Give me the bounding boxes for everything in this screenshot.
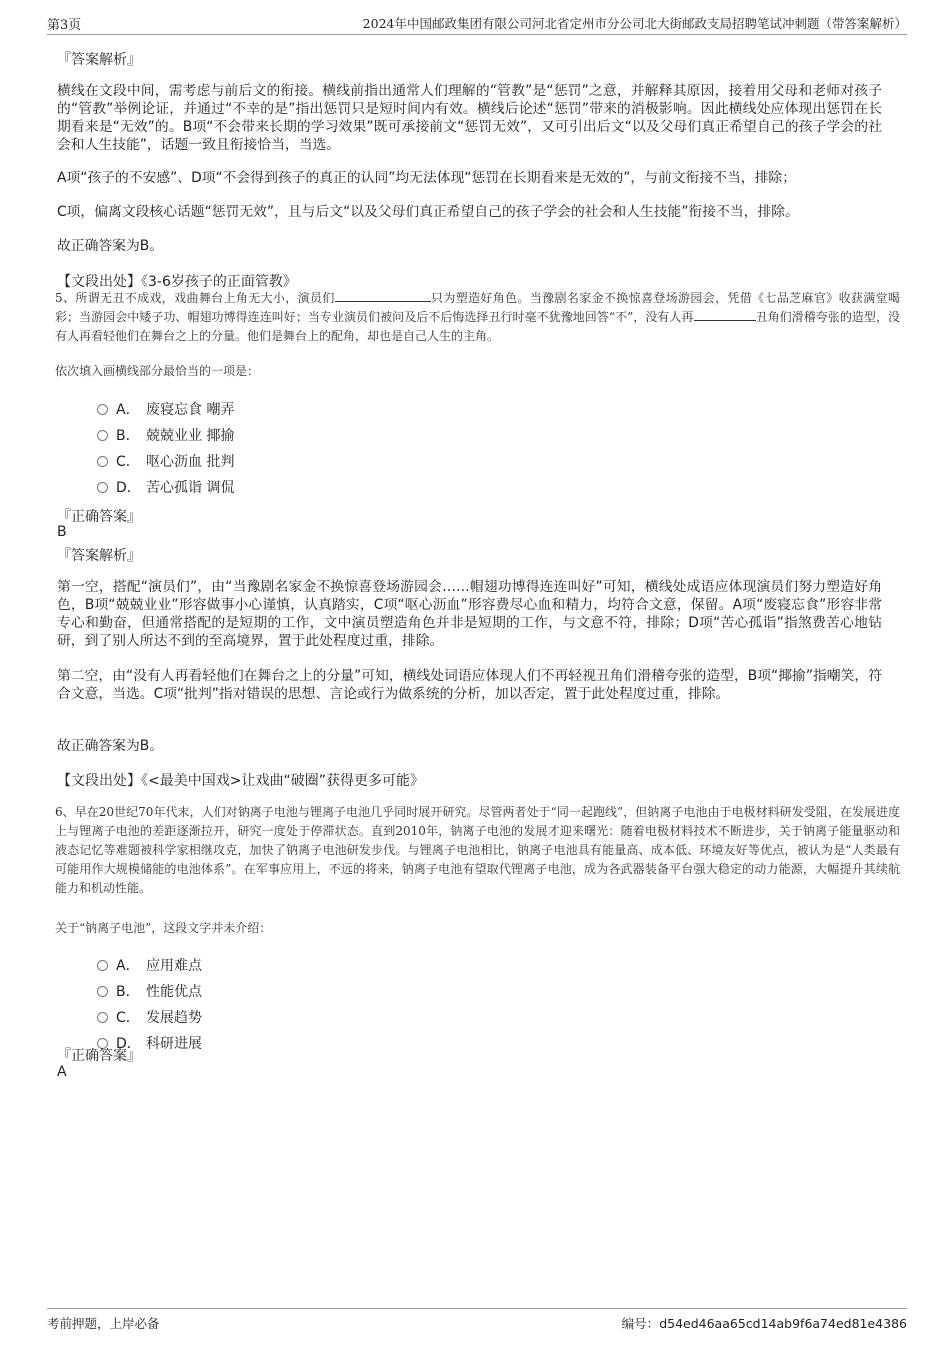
q5-option-b[interactable]: B． 兢兢业业 揶揄	[97, 425, 234, 445]
q4-conclusion: 故正确答案为B。	[57, 238, 164, 254]
footer-code-label: 编号：	[621, 1316, 660, 1331]
radio-icon[interactable]	[97, 456, 108, 467]
q5-stem-part1: 5、所谓无丑不成戏，戏曲舞台上角无大小，演员们	[55, 291, 335, 305]
q5-blank-2	[694, 308, 756, 321]
q5-conclusion: 故正确答案为B。	[57, 738, 164, 754]
q5-analysis-para2: 第二空，由“没有人再看轻他们在舞台之上的分量”可知，横线处词语应体现人们不再轻视丑角们滑稽夸张的造型，B项“揶揄”指嘲笑，符合文意，当选。C项“批判”指对错误的思想、言论或行为做系统的分析，加以否定，置于此处程度过重，排除。	[57, 668, 882, 702]
radio-icon[interactable]	[97, 986, 108, 997]
footer-code	[622, 1314, 907, 1332]
q4-analysis-para1: 横线在文段中间，需考虑与前后文的衔接。横线前指出通常人们理解的“管教”是“惩罚”之意，并解释其原因，接着用父母和老师对孩子的“管教”举例论证，并通过“不幸的是”指出惩罚只是短时间内有效。横线后论述“惩罚”带来的消极影响。因此横线处应体现出惩罚在长期看来是“无效”的。B项“不会带来长期的学习效果”既可承接前文“惩罚无效”，又可引出后文“以及父母们真正希望自己的孩子学会的社会和人生技能”，话题一致且衔接恰当，当选。	[57, 83, 882, 153]
q5-analysis-label: 『答案解析』	[57, 548, 141, 564]
q4-analysis-para3: C项，偏离文段核心话题“惩罚无效”，且与后文“以及父母们真正希望自己的孩子学会的社会和人生技能”衔接不当，排除。	[57, 204, 799, 220]
footer-divider	[47, 1308, 907, 1309]
page-header	[47, 12, 907, 35]
page-number: 第3页	[47, 18, 82, 33]
radio-icon[interactable]	[97, 430, 108, 441]
radio-icon[interactable]	[97, 404, 108, 415]
q5-answer-label: 『正确答案』	[57, 509, 141, 525]
q5-answer: B	[57, 524, 67, 540]
radio-icon[interactable]	[97, 482, 108, 493]
document-title: 2024年中国邮政集团有限公司河北省定州市分公司北大街邮政支局招聘笔试冲刺题（带答案解析）	[362, 16, 907, 31]
q4-analysis-label: 『答案解析』	[57, 52, 141, 68]
q5-option-a[interactable]: A． 废寝忘食 嘲弄	[97, 399, 234, 419]
q6-stem: 6、早在20世纪70年代末，人们对钠离子电池与锂离子电池几乎同时展开研究。尽管两者处于“同一起跑线”，但钠离子电池由于电极材料研发受阻，在发展进度上与锂离子电池的差距逐渐拉开，研究一度处于停滞状态。直到2010年，钠离子电池的发展才迎来曙光：随着电极材料技术不断进步，关于钠离子能量驱动和液态记忆等难题被科学家相继攻克，加快了钠离子电池研发步伐。与锂离子电池相比，钠离子电池具有能量高、成本低、环境友好等优点，被认为是“人类最有可能用作大规模储能的电池体系”。在军事应用上，不远的将来，钠离子电池有望取代锂离子电池，成为各武器装备平台强大稳定的动力能源，大幅提升其续航能力和机动性能。	[55, 805, 900, 895]
q4-analysis-para2: A项“孩子的不安感”、D项“不会得到孩子的真正的认同”均无法体现“惩罚在长期看来是无效的”，与前文衔接不当，排除；	[57, 170, 796, 186]
q5-source: 【文段出处】《<最美中国戏>让戏曲“破圈”获得更多可能》	[57, 773, 424, 789]
q5-prompt: 依次填入画横线部分最恰当的一项是：	[55, 364, 260, 378]
radio-icon[interactable]	[97, 960, 108, 971]
q5-option-c[interactable]: C． 呕心沥血 批判	[97, 451, 234, 471]
q6-answer: A	[57, 1064, 67, 1080]
q5-analysis-para1: 第一空，搭配“演员们”，由“当豫剧名家金不换惊喜登场游园会……帽翅功博得连连叫好”可知，横线处成语应体现演员们努力塑造好角色，B项“兢兢业业”形容做事小心谨慎，认真踏实，C项“呕心沥血”形容费尽心血和精力，均符合文意，保留。A项“废寝忘食”形容非常专心和勤奋，但通常搭配的是短期的工作，文中演员塑造角色并非是短期的工作，与文意不符，排除；D项“苦心孤诣”指煞费苦心地钻研，到了别人所达不到的至高境界，置于此处程度过重，排除。	[57, 579, 882, 649]
q6-prompt: 关于“钠离子电池”，这段文字并未介绍：	[55, 921, 272, 935]
q6-option-a[interactable]: A． 应用难点	[97, 955, 202, 975]
radio-icon[interactable]	[97, 1012, 108, 1023]
q6-option-d[interactable]: D． 科研进展	[97, 1033, 202, 1053]
q5-stem-part2: 只为塑造好角色。当豫剧名家金不换惊喜登场游园会，凭借《七品芝麻官》收获满堂喝彩；当游园会中矮子功、帽翅功博得连连叫好；当专业演员们被问及后不后悔选择丑行时毫不犹豫地回答“不”，没有人再	[55, 291, 900, 324]
q5-stem	[55, 289, 900, 346]
q6-answer-label: 『正确答案』	[57, 1048, 141, 1064]
footer-slogan: 考前押题，上岸必备	[47, 1316, 160, 1331]
q6-option-c[interactable]: C． 发展趋势	[97, 1007, 202, 1027]
q5-stem-part3: 丑角们滑稽夸张的造型，没有人再看轻他们在舞台之上的分量。他们是舞台上的配角，却也是自己人生的主角。	[55, 310, 900, 343]
footer-code-value: d54ed46aa65cd14ab9f6a74ed81e4386	[659, 1316, 907, 1331]
q5-option-d[interactable]: D． 苦心孤诣 调侃	[97, 477, 234, 497]
q5-blank-1	[335, 289, 431, 302]
q6-option-b[interactable]: B． 性能优点	[97, 981, 202, 1001]
q4-source: 【文段出处】《3-6岁孩子的正面管教》	[57, 274, 297, 290]
